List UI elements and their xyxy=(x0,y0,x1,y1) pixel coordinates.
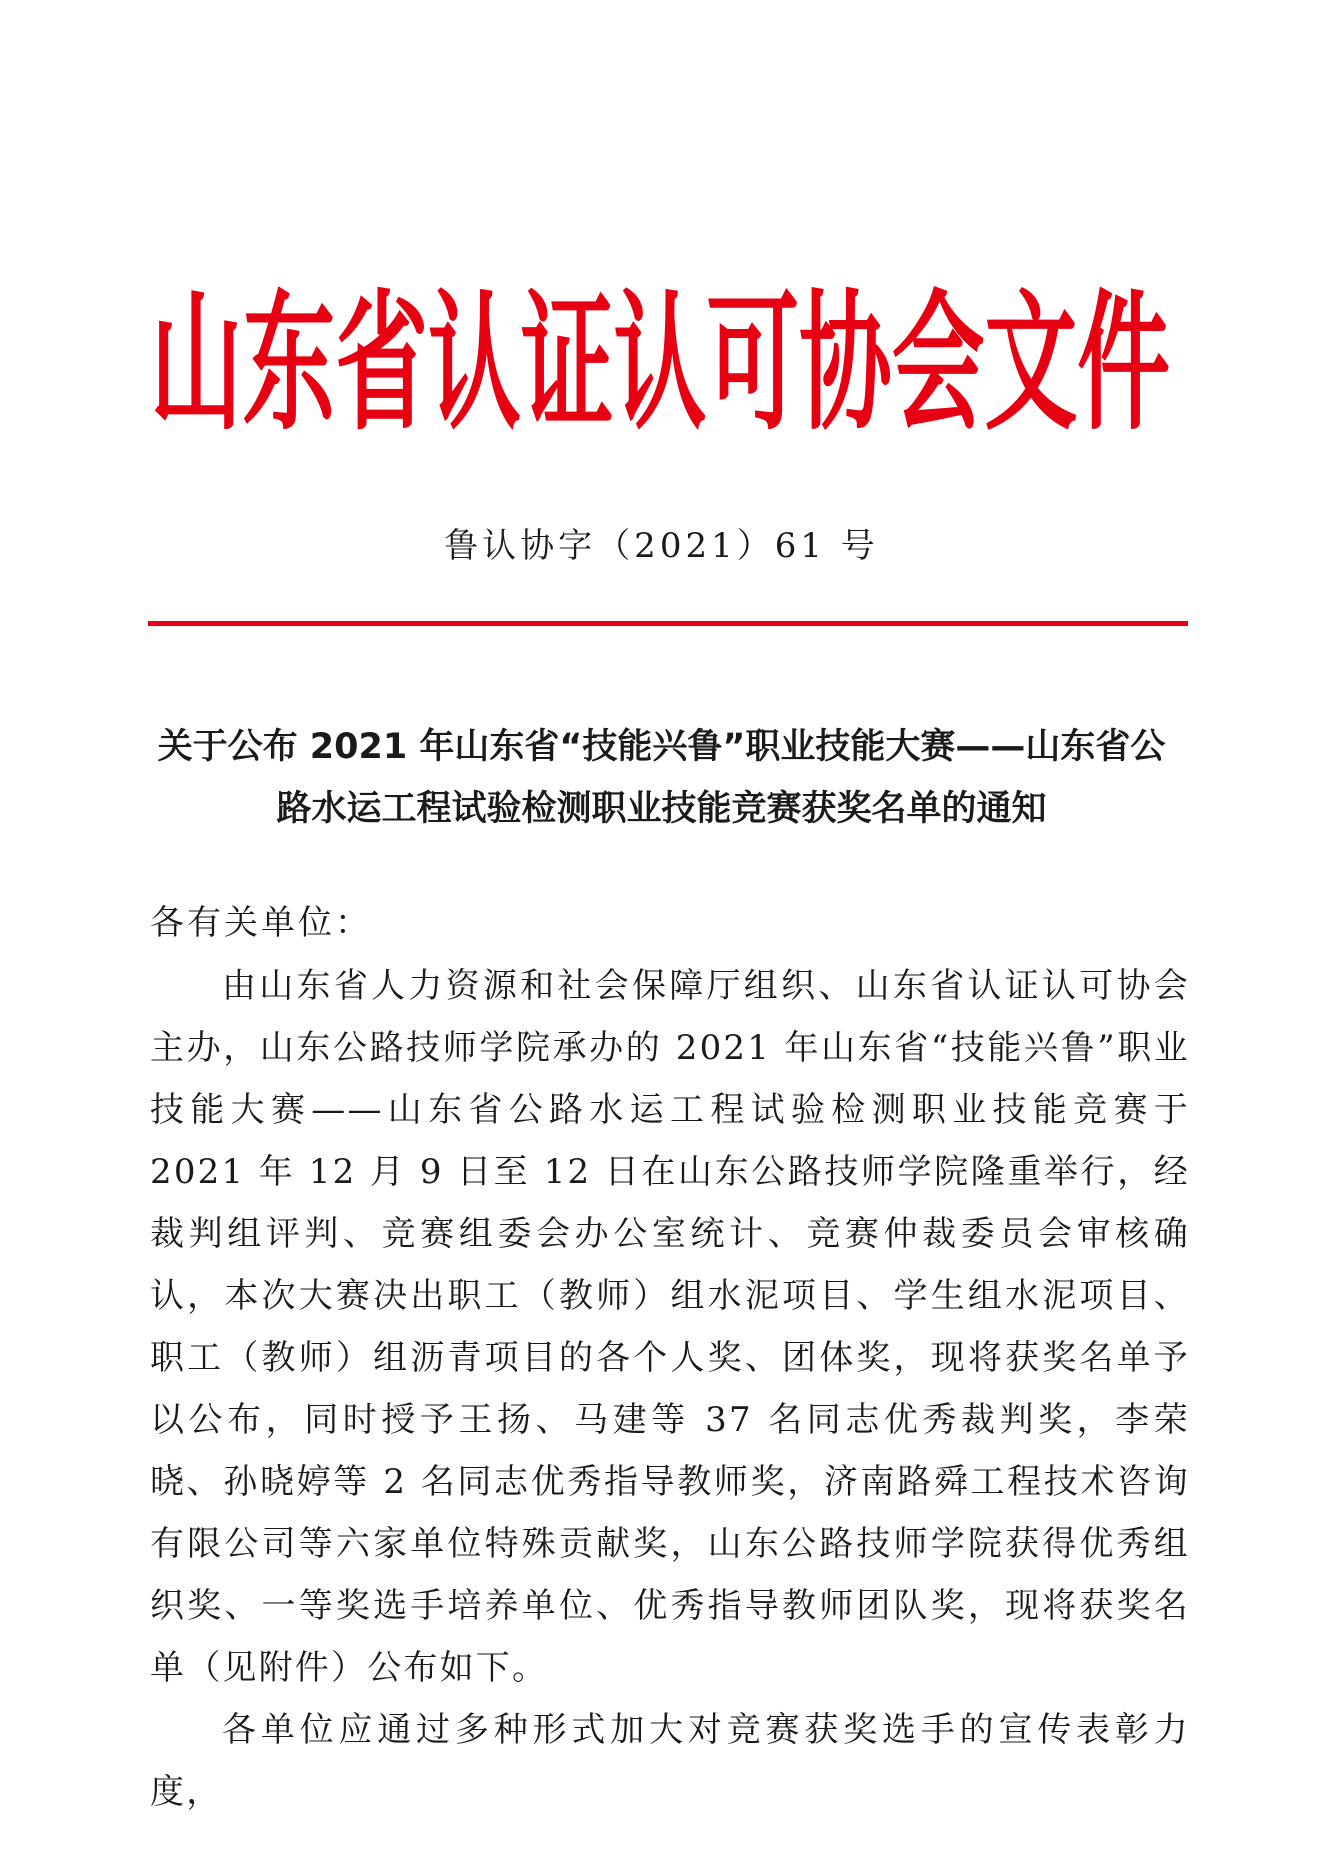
masthead-title: 山东省认证认可协会文件 xyxy=(150,277,1170,451)
document-number: 鲁认协字（2021）61 号 xyxy=(444,526,879,566)
title-line-1: 关于公布 2021 年山东省“技能兴鲁”职业技能大赛——山东省公 xyxy=(157,727,1166,767)
salutation: 各有关单位： xyxy=(150,903,372,943)
title-line-2: 路水运工程试验检测职业技能竞赛获奖名单的通知 xyxy=(276,789,1047,829)
masthead xyxy=(150,265,1170,451)
masthead-svg xyxy=(150,265,1170,451)
document-title xyxy=(130,716,1193,840)
red-divider xyxy=(148,621,1188,626)
body-paragraph-2: 各单位应通过多种形式加大对竞赛获奖选手的宣传表彰力度， xyxy=(150,1710,1190,1812)
body-paragraph-1: 由山东省人力资源和社会保障厅组织、山东省认证认可协会主办，山东公路技师学院承办的 2021 年山东省“技能兴鲁”职业技能大赛——山东省公路水运工程试验检测职业技能竞赛于 2021 年 12 月 9 日至 12 日在山东公路技师学院隆重举行，经裁判组评判、竞赛组委会办公室统计、竞赛仲裁委员会审核确认，本次大赛决出职工（教师）组水泥项目、学生组水泥项目、职工（教师）组沥青项目的各个人奖、团体奖，现将获奖名单予以公布，同时授予王扬、马建等 37 名同志优秀裁判奖，李荣晓、孙晓婷等 2 名同志优秀指导教师奖，济南路舜工程技术咨询有限公司等六家单位特殊贡献奖，山东公路技师学院获得优秀组织奖、一等奖选手培养单位、优秀指导教师团队奖，现将获奖名单（见附件）公布如下。 xyxy=(150,966,1190,1688)
body-text xyxy=(150,955,1190,1823)
